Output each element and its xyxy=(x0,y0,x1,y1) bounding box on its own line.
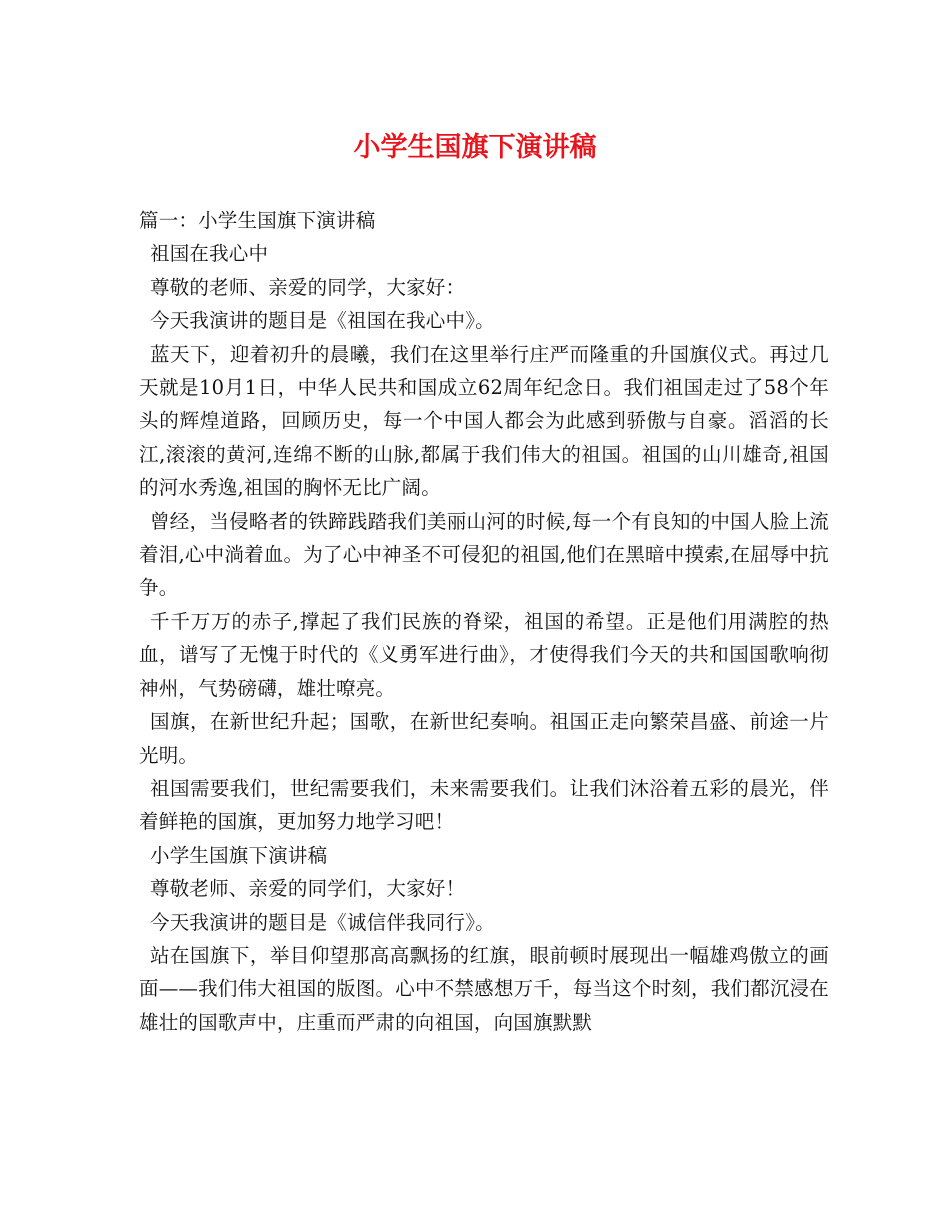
body-paragraph: 曾经，当侵略者的铁蹄践踏我们美丽山河的时候,每一个有良知的中国人脸上流着泪,心中淌着血。为了心中神圣不可侵犯的祖国,他们在黑暗中摸索,在屈辱中抗争。 xyxy=(139,509,829,600)
body-paragraph: 站在国旗下，举目仰望那高高飘扬的红旗，眼前顿时展现出一幅雄鸡傲立的画面——我们伟大祖国的版图。心中不禁感想万千，每当这个时刻，我们都沉浸在雄壮的国歌声中，庄重而严肃的向祖国，向国旗默默 xyxy=(139,943,829,1034)
topic-paragraph: 今天我演讲的题目是《祖国在我心中》。 xyxy=(150,309,495,333)
topic-paragraph: 今天我演讲的题目是《诚信伴我同行》。 xyxy=(150,910,495,934)
speech-title: 祖国在我心中 xyxy=(150,242,269,266)
document-title: 小学生国旗下演讲稿 xyxy=(353,132,597,163)
body-paragraph: 蓝天下，迎着初升的晨曦，我们在这里举行庄严而隆重的升国旗仪式。再过几天就是10月1日，中华人民共和国成立62周年纪念日。我们祖国走过了58个年头的辉煌道路，回顾历史，每一个中国人都会为此感到骄傲与自豪。滔滔的长江,滚滚的黄河,连绵不断的山脉,都属于我们伟大的祖国。祖国的山川雄奇,祖国的河水秀逸,祖国的胸怀无比广阔。 xyxy=(139,342,829,500)
body-paragraph: 国旗，在新世纪升起；国歌，在新世纪奏响。祖国正走向繁荣昌盛、前途一片光明。 xyxy=(139,710,829,767)
section-heading: 篇一：小学生国旗下演讲稿 xyxy=(139,209,376,232)
body-paragraph: 祖国需要我们，世纪需要我们，未来需要我们。让我们沐浴着五彩的晨光，伴着鲜艳的国旗，更加努力地学习吧！ xyxy=(139,776,829,834)
speech-title: 小学生国旗下演讲稿 xyxy=(150,843,328,867)
body-paragraph: 千千万万的赤子,撑起了我们民族的脊梁，祖国的希望。正是他们用满腔的热血，谱写了无愧于时代的《义勇军进行曲》，才使得我们今天的共和国国歌响彻神州，气势磅礴，雄壮嘹亮。 xyxy=(139,609,829,700)
document-body xyxy=(139,204,829,1039)
greeting-paragraph: 尊敬的老师、亲爱的同学，大家好： xyxy=(150,275,466,299)
greeting-paragraph: 尊敬老师、亲爱的同学们，大家好！ xyxy=(150,877,466,901)
